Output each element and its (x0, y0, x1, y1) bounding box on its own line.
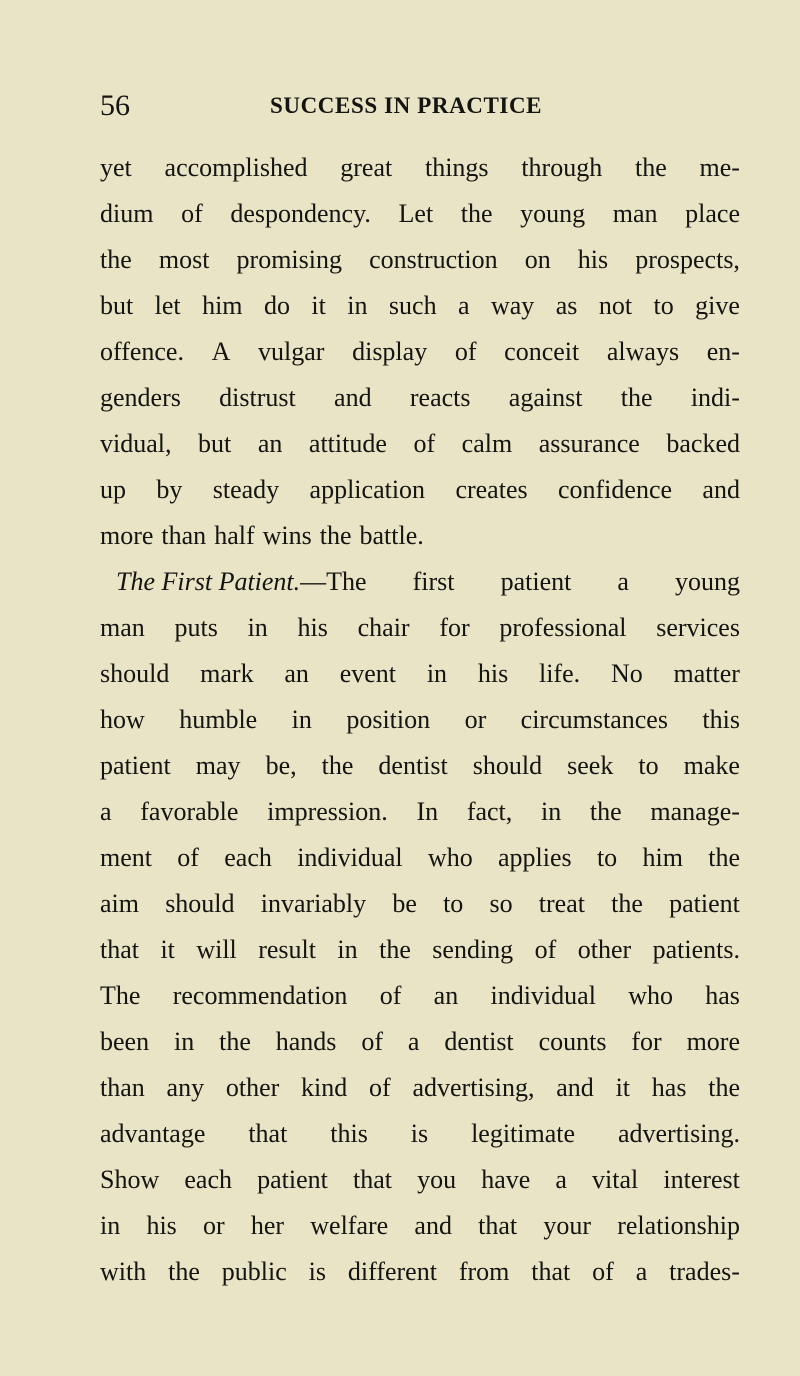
word: construction (369, 245, 498, 274)
word: applies (498, 843, 572, 872)
word: promising (236, 245, 342, 274)
word: who (628, 981, 673, 1010)
word: first (412, 567, 455, 596)
word: the (634, 153, 667, 182)
word: such (388, 291, 437, 320)
word: the (460, 199, 493, 228)
word: of (534, 935, 557, 964)
word: indi- (690, 383, 740, 412)
text-line (100, 421, 740, 467)
word: event (339, 659, 397, 688)
word: wins (262, 521, 312, 550)
word: the (708, 843, 740, 872)
word: him (202, 291, 243, 320)
word: in (247, 613, 268, 642)
word: in (173, 1027, 195, 1056)
word: relationship (617, 1211, 740, 1240)
word: the (168, 1257, 200, 1286)
word: and (414, 1211, 452, 1240)
word: of (592, 1257, 614, 1286)
word: of (177, 843, 199, 872)
word: place (685, 199, 740, 228)
word: individual (297, 843, 403, 872)
word: always (606, 337, 680, 366)
word: you (417, 1165, 457, 1194)
word: patient (500, 567, 572, 596)
word: recommendation (172, 981, 348, 1010)
word: kind (301, 1073, 348, 1102)
word: advantage (100, 1119, 206, 1148)
word: offence. (100, 337, 184, 366)
word: other (225, 1073, 280, 1102)
word: for (439, 613, 470, 642)
word: in (540, 797, 562, 826)
word: let (154, 291, 181, 320)
word: impression. (267, 797, 388, 826)
word: in (337, 935, 358, 964)
word: it (160, 935, 175, 964)
word: her (250, 1211, 285, 1240)
text-line (100, 651, 740, 697)
word: prospects, (635, 245, 740, 274)
word: a (458, 291, 470, 320)
word: an (284, 659, 309, 688)
word: a (407, 1027, 420, 1056)
word: in (100, 1211, 121, 1240)
text-line (100, 145, 740, 191)
word: in (347, 291, 368, 320)
word: be (392, 889, 417, 918)
word: young (520, 199, 586, 228)
word: sending (432, 935, 514, 964)
word: the (319, 521, 352, 550)
word: despondency. (230, 199, 371, 228)
word: been (100, 1027, 150, 1056)
word: be, (265, 751, 297, 780)
word: will (196, 935, 237, 964)
text-line (100, 1249, 740, 1295)
word: position (346, 705, 431, 734)
word: is (308, 1257, 327, 1286)
word: me- (699, 153, 740, 182)
page-number: 56 (100, 89, 130, 122)
word: advertising, (412, 1073, 535, 1102)
word: has (705, 981, 740, 1010)
text-line (100, 927, 740, 973)
text-line (100, 513, 740, 559)
word: application (309, 475, 426, 504)
word: result (258, 935, 316, 964)
word: other (577, 935, 632, 964)
word: from (458, 1257, 510, 1286)
word: should (100, 659, 170, 688)
text-line (100, 191, 740, 237)
word: trades- (669, 1257, 740, 1286)
word: most (158, 245, 210, 274)
heading-continuation: —The (300, 567, 367, 596)
word: vidual, (100, 429, 172, 458)
word: with (100, 1257, 147, 1286)
word: backed (666, 429, 740, 458)
word: should (472, 751, 543, 780)
word: an (257, 429, 283, 458)
word: make (683, 751, 740, 780)
word: confidence (557, 475, 673, 504)
word: Let (398, 199, 434, 228)
word: that (100, 935, 139, 964)
word: but (100, 291, 134, 320)
word: patient (100, 751, 171, 780)
word: the (100, 245, 132, 274)
word: services (656, 613, 740, 642)
word: mark (200, 659, 254, 688)
running-head: SUCCESS IN PRACTICE (270, 93, 543, 118)
word: do (263, 291, 290, 320)
word: through (521, 153, 603, 182)
word: not (598, 291, 633, 320)
word: any (166, 1073, 205, 1102)
word: half (214, 521, 255, 550)
word: for (631, 1027, 662, 1056)
word: has (651, 1073, 687, 1102)
word: his (577, 245, 609, 274)
word: against (508, 383, 583, 412)
word: young (674, 567, 740, 596)
word: puts (174, 613, 218, 642)
word: counts (538, 1027, 607, 1056)
word: to (653, 291, 674, 320)
word: the (611, 889, 643, 918)
word: to (443, 889, 464, 918)
word: a (617, 567, 629, 596)
word: that (478, 1211, 518, 1240)
word: on (524, 245, 551, 274)
word: treat (538, 889, 585, 918)
text-line (100, 1019, 740, 1065)
word: matter (673, 659, 740, 688)
word: have (481, 1165, 531, 1194)
word: who (427, 843, 473, 872)
word: fact, (466, 797, 513, 826)
text-line (100, 605, 740, 651)
word: give (695, 291, 740, 320)
word: battle. (359, 521, 424, 550)
word: his (146, 1211, 177, 1240)
word: his (297, 613, 328, 642)
word: patient (669, 889, 740, 918)
word: A (211, 337, 231, 366)
text-line (100, 789, 740, 835)
text-line (100, 1111, 740, 1157)
word: by (156, 475, 183, 504)
word: calm (461, 429, 513, 458)
word: No (610, 659, 643, 688)
word: so (489, 889, 513, 918)
word: vulgar (258, 337, 325, 366)
word: the (379, 935, 411, 964)
word: of (454, 337, 477, 366)
word: a (555, 1165, 567, 1194)
word: each (184, 1165, 232, 1194)
word: of (369, 1073, 391, 1102)
word: dium (100, 199, 154, 228)
word: of (361, 1027, 383, 1056)
word: and (556, 1073, 594, 1102)
word: man (612, 199, 658, 228)
word: chair (357, 613, 410, 642)
word: creates (455, 475, 528, 504)
word: patients. (652, 935, 740, 964)
word: is (410, 1119, 429, 1148)
word: may (195, 751, 241, 780)
word: in (291, 705, 312, 734)
text-line (100, 881, 740, 927)
word: but (198, 429, 232, 458)
word: as (555, 291, 578, 320)
word: up (100, 475, 126, 504)
text-line (100, 329, 740, 375)
word: different (347, 1257, 437, 1286)
word: The (100, 981, 141, 1010)
word: more (686, 1027, 740, 1056)
word: genders (100, 383, 181, 412)
word: assurance (538, 429, 640, 458)
word: and (702, 475, 740, 504)
page-header (100, 86, 740, 126)
word: of (413, 429, 436, 458)
word: public (221, 1257, 287, 1286)
text-line (100, 467, 740, 513)
word: advertising. (617, 1119, 740, 1148)
word: legitimate (471, 1119, 576, 1148)
word: that (352, 1165, 392, 1194)
text-line (100, 973, 740, 1019)
word: yet (100, 153, 132, 182)
word: of (181, 199, 203, 228)
word: seek (567, 751, 614, 780)
word: a (100, 797, 112, 826)
word: life. (538, 659, 581, 688)
text-line (100, 697, 740, 743)
word: should (165, 889, 235, 918)
word: Show (100, 1165, 160, 1194)
word: en- (706, 337, 740, 366)
word: than (161, 521, 207, 550)
word: the (321, 751, 354, 780)
word: to (596, 843, 618, 872)
text-line (100, 835, 740, 881)
word: it (615, 1073, 631, 1102)
word: hands (275, 1027, 337, 1056)
word: ment (100, 843, 152, 872)
word: how (100, 705, 145, 734)
word: that (531, 1257, 571, 1286)
word: and (334, 383, 372, 412)
word: vital (592, 1165, 639, 1194)
word: or (202, 1211, 225, 1240)
word: way (490, 291, 535, 320)
text-line (100, 559, 740, 605)
word: a (635, 1257, 648, 1286)
text-line (100, 375, 740, 421)
word: display (352, 337, 428, 366)
word: circumstances (520, 705, 668, 734)
word: each (224, 843, 272, 872)
text-line (100, 237, 740, 283)
text-line (100, 743, 740, 789)
text-line (100, 1203, 740, 1249)
word: welfare (310, 1211, 389, 1240)
word: favorable (140, 797, 239, 826)
word: to (638, 751, 659, 780)
word: conceit (504, 337, 580, 366)
word: attitude (308, 429, 387, 458)
word: the (589, 797, 622, 826)
word: interest (663, 1165, 740, 1194)
word: man (100, 613, 145, 642)
word: your (543, 1211, 592, 1240)
text-line (100, 1157, 740, 1203)
word: In (416, 797, 439, 826)
word: than (100, 1073, 145, 1102)
word: humble (179, 705, 258, 734)
word: or (464, 705, 487, 734)
word: more (100, 521, 154, 550)
word: steady (212, 475, 280, 504)
word: things (424, 153, 489, 182)
word: the (219, 1027, 251, 1056)
section-heading (116, 559, 367, 605)
word: this (330, 1119, 368, 1148)
word: that (248, 1119, 288, 1148)
word: aim (100, 889, 139, 918)
word: of (379, 981, 402, 1010)
word: dentist (444, 1027, 514, 1056)
italic-heading: The First Patient. (116, 567, 301, 596)
word: it (311, 291, 326, 320)
word: in (426, 659, 448, 688)
word: manage- (650, 797, 740, 826)
text-line (100, 1065, 740, 1111)
word: this (702, 705, 740, 734)
word: distrust (219, 383, 296, 412)
word: the (620, 383, 653, 412)
word: individual (490, 981, 596, 1010)
word: accomplished (164, 153, 308, 182)
word: an (433, 981, 459, 1010)
word: patient (257, 1165, 328, 1194)
word: invariably (260, 889, 367, 918)
word: the (708, 1073, 740, 1102)
word: reacts (409, 383, 471, 412)
word: great (340, 153, 393, 182)
word: professional (499, 613, 627, 642)
word: his (477, 659, 509, 688)
text-line (100, 283, 740, 329)
word: dentist (378, 751, 448, 780)
body-text (100, 145, 740, 1295)
word: him (642, 843, 683, 872)
